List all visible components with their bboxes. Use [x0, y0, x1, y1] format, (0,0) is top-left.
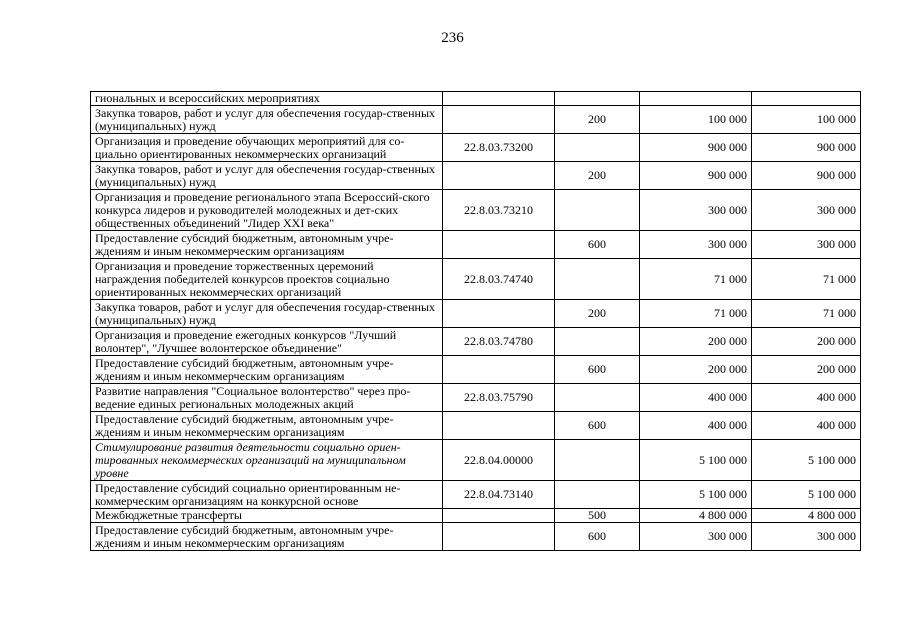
cell-amount-year-1: 100 000 [640, 106, 752, 134]
cell-expense-type: 200 [555, 162, 640, 190]
cell-target-code: 22.8.03.74740 [443, 259, 555, 300]
cell-target-code: 22.8.04.73140 [443, 481, 555, 509]
cell-expense-type: 600 [555, 523, 640, 551]
cell-amount-year-1: 900 000 [640, 162, 752, 190]
cell-description: гиональных и всероссийских мероприятиях [91, 92, 443, 106]
cell-amount-year-2 [752, 92, 861, 106]
cell-description: Закупка товаров, работ и услуг для обеспечения государ-ственных (муниципальных) нужд [91, 162, 443, 190]
cell-expense-type [555, 328, 640, 356]
table-row [91, 190, 861, 231]
cell-amount-year-1: 5 100 000 [640, 440, 752, 481]
cell-target-code [443, 523, 555, 551]
cell-target-code [443, 356, 555, 384]
cell-amount-year-1: 71 000 [640, 259, 752, 300]
table-row [91, 162, 861, 190]
table-row [91, 412, 861, 440]
cell-description: Межбюджетные трансферты [91, 509, 443, 523]
page-number: 236 [441, 30, 464, 46]
cell-amount-year-2: 300 000 [752, 190, 861, 231]
table-row [91, 300, 861, 328]
cell-expense-type [555, 384, 640, 412]
cell-expense-type [555, 92, 640, 106]
cell-amount-year-1: 900 000 [640, 134, 752, 162]
cell-amount-year-1: 400 000 [640, 384, 752, 412]
budget-table-body [91, 92, 861, 551]
cell-amount-year-2: 71 000 [752, 300, 861, 328]
cell-expense-type [555, 259, 640, 300]
table-row [91, 509, 861, 523]
cell-amount-year-2: 200 000 [752, 356, 861, 384]
cell-amount-year-2: 300 000 [752, 523, 861, 551]
cell-description: Организация и проведение ежегодных конкурсов "Лучший волонтер", "Лучшее волонтерское объединение" [91, 328, 443, 356]
cell-target-code [443, 300, 555, 328]
cell-expense-type [555, 134, 640, 162]
cell-amount-year-2: 200 000 [752, 328, 861, 356]
cell-description: Закупка товаров, работ и услуг для обеспечения государ-ственных (муниципальных) нужд [91, 106, 443, 134]
cell-description: Предоставление субсидий бюджетным, автономным учре-ждениям и иным некоммерческим организациям [91, 231, 443, 259]
table-row [91, 92, 861, 106]
cell-target-code [443, 162, 555, 190]
cell-expense-type: 500 [555, 509, 640, 523]
cell-description: Предоставление субсидий бюджетным, автономным учре-ждениям и иным некоммерческим организациям [91, 412, 443, 440]
cell-target-code: 22.8.03.73200 [443, 134, 555, 162]
cell-expense-type: 600 [555, 412, 640, 440]
table-row [91, 259, 861, 300]
cell-amount-year-2: 71 000 [752, 259, 861, 300]
budget-table [90, 91, 861, 551]
cell-description: Закупка товаров, работ и услуг для обеспечения государ-ственных (муниципальных) нужд [91, 300, 443, 328]
cell-amount-year-2: 900 000 [752, 134, 861, 162]
cell-target-code [443, 412, 555, 440]
cell-target-code [443, 231, 555, 259]
cell-target-code: 22.8.03.75790 [443, 384, 555, 412]
table-row [91, 356, 861, 384]
cell-amount-year-2: 900 000 [752, 162, 861, 190]
cell-description: Организация и проведение обучающих мероприятий для со-циально ориентированных некоммерческих организаций [91, 134, 443, 162]
cell-target-code: 22.8.04.00000 [443, 440, 555, 481]
cell-amount-year-1: 300 000 [640, 523, 752, 551]
table-row [91, 384, 861, 412]
cell-expense-type [555, 190, 640, 231]
table-row [91, 231, 861, 259]
cell-amount-year-1: 300 000 [640, 231, 752, 259]
cell-description: Организация и проведение торжественных церемоний награждения победителей конкурсов проектов социально ориентированных некоммерческих организаций [91, 259, 443, 300]
cell-amount-year-1: 4 800 000 [640, 509, 752, 523]
table-row [91, 328, 861, 356]
cell-target-code [443, 509, 555, 523]
cell-amount-year-1: 200 000 [640, 356, 752, 384]
cell-description: Развитие направления "Социальное волонтерство" через про-ведение единых региональных молодежных акций [91, 384, 443, 412]
table-row [91, 106, 861, 134]
cell-amount-year-1: 71 000 [640, 300, 752, 328]
cell-amount-year-2: 400 000 [752, 412, 861, 440]
cell-amount-year-2: 5 100 000 [752, 481, 861, 509]
cell-description: Организация и проведение регионального этапа Всероссий-ского конкурса лидеров и руководителей молодежных и дет-ских общественных объединений "Лидер XXI века" [91, 190, 443, 231]
cell-amount-year-2: 300 000 [752, 231, 861, 259]
cell-amount-year-2: 5 100 000 [752, 440, 861, 481]
cell-amount-year-1: 300 000 [640, 190, 752, 231]
cell-expense-type: 200 [555, 106, 640, 134]
cell-expense-type [555, 440, 640, 481]
table-row [91, 134, 861, 162]
table-row [91, 481, 861, 509]
cell-target-code: 22.8.03.73210 [443, 190, 555, 231]
cell-target-code: 22.8.03.74780 [443, 328, 555, 356]
cell-description: Стимулирование развития деятельности социально ориен-тированных некоммерческих организаций на муниципальном уровне [91, 440, 443, 481]
cell-expense-type: 600 [555, 356, 640, 384]
cell-expense-type [555, 481, 640, 509]
cell-expense-type: 200 [555, 300, 640, 328]
cell-amount-year-1: 200 000 [640, 328, 752, 356]
cell-amount-year-2: 400 000 [752, 384, 861, 412]
cell-amount-year-1: 400 000 [640, 412, 752, 440]
cell-target-code [443, 92, 555, 106]
cell-description: Предоставление субсидий бюджетным, автономным учре-ждениям и иным некоммерческим организациям [91, 523, 443, 551]
cell-expense-type: 600 [555, 231, 640, 259]
cell-amount-year-2: 100 000 [752, 106, 861, 134]
cell-description: Предоставление субсидий бюджетным, автономным учре-ждениям и иным некоммерческим организациям [91, 356, 443, 384]
cell-amount-year-2: 4 800 000 [752, 509, 861, 523]
table-row [91, 440, 861, 481]
cell-amount-year-1 [640, 92, 752, 106]
cell-target-code [443, 106, 555, 134]
cell-amount-year-1: 5 100 000 [640, 481, 752, 509]
table-row [91, 523, 861, 551]
cell-description: Предоставление субсидий социально ориентированным не-коммерческим организациям на конкурсной основе [91, 481, 443, 509]
